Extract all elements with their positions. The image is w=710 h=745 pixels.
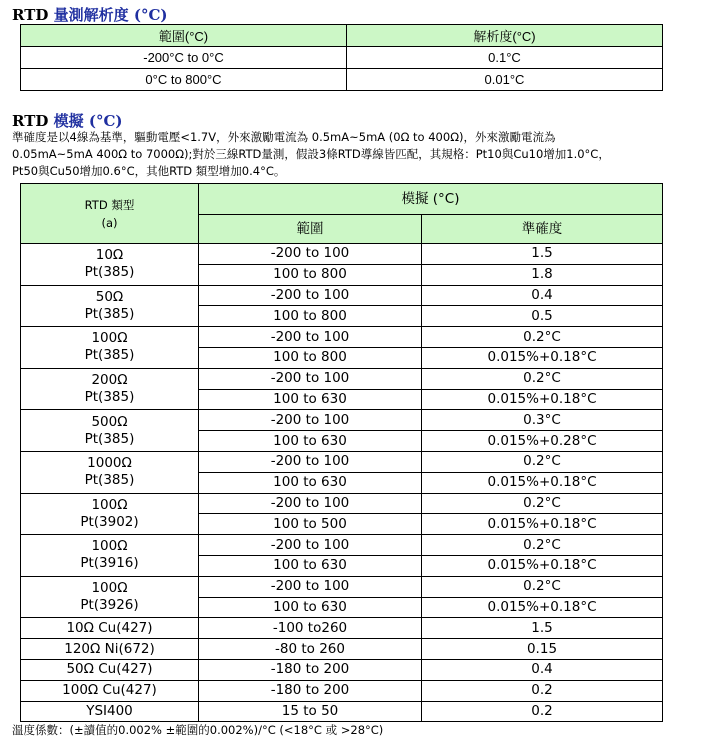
rtd-type-cell [21,244,199,286]
table-row [21,451,663,472]
note-line: Pt50與Cu50增加0.6°C，其他RTD 類型增加0.4°C。 [12,164,286,178]
note-line: 準確度是以4線為基準，驅動電壓<1.7V，外來激勵電流為 0.5mA~5mA (0Ω to 400Ω)，外來激勵電流為 [12,130,556,144]
range-cell: -180 to 200 [199,659,422,680]
rtd-material: Pt(3916) [80,555,139,572]
range-cell: 100 to 630 [199,389,422,410]
accuracy-cell: 0.2°C [422,368,663,389]
range-cell: -200 to 100 [199,410,422,431]
table-row [21,618,663,639]
range-cell: -200 to 100 [199,535,422,556]
accuracy-cell: 0.2 [422,680,663,701]
table-header-row [21,184,663,215]
heading-rtd: RTD [12,6,49,24]
rtd-type-cell [21,535,199,577]
rtd-resistance: 50Ω [95,288,124,305]
table-row [21,680,663,701]
accuracy-cell: 0.015%+0.18°C [422,389,663,410]
range-cell: -200 to 100 [199,327,422,348]
simulation-header: 模擬 (°C) [199,184,663,215]
range-cell: 100 to 500 [199,514,422,535]
rtd-material: Pt(385) [84,347,135,364]
accuracy-cell: 1.8 [422,264,663,285]
range-cell: -200 to 100 [199,493,422,514]
rtd-material: Pt(385) [84,389,135,406]
rtd-resistance: 100Ω [91,330,128,347]
rtd-material: Pt(385) [84,264,135,281]
table-row [21,47,663,69]
accuracy-column-header: 準確度 [422,215,663,244]
rtd-type-cell [21,410,199,452]
accuracy-cell: 0.015%+0.18°C [422,514,663,535]
table-row [21,659,663,680]
heading-title: 模擬 [53,112,84,130]
range-cell: 100 to 800 [199,306,422,327]
range-cell: 100 to 630 [199,597,422,618]
rtd-resistance: 100Ω [91,580,128,597]
rtd-resistance: 500Ω [91,413,128,430]
rtd-resistance: 200Ω [91,372,128,389]
table-row [21,701,663,722]
table-row [21,327,663,348]
resolution-cell: 0.01°C [347,69,663,91]
heading-title: 量測解析度 [53,6,129,24]
rtd-resistance: 10Ω [95,247,124,264]
simulation-heading [12,110,123,131]
table-header-row [21,25,663,47]
range-cell: -200 to 100 [199,244,422,265]
simulation-table [20,183,663,722]
rtd-type-cell [21,285,199,327]
range-column-header: 範圍 [199,215,422,244]
range-cell: 100 to 630 [199,472,422,493]
resolution-cell: 0.1°C [347,47,663,69]
accuracy-cell: 1.5 [422,244,663,265]
range-cell: -80 to 260 [199,639,422,660]
range-cell: 100 to 630 [199,431,422,452]
table-row [21,69,663,91]
accuracy-cell: 0.15 [422,639,663,660]
temperature-coefficient-footnote: 溫度係數：(±讀值的0.002% ±範圍的0.002%)/°C (<18°C 或 >28°C) [12,723,384,737]
rtd-type-cell [21,493,199,535]
accuracy-cell: 0.2°C [422,493,663,514]
accuracy-cell: 0.015%+0.18°C [422,472,663,493]
rtd-type-header-label: RTD 類型 [84,197,135,212]
rtd-material: Pt(385) [84,305,135,322]
range-cell: -100 to260 [199,618,422,639]
range-cell: 100 to 800 [199,264,422,285]
range-cell: 15 to 50 [199,701,422,722]
rtd-material: Pt(385) [84,430,135,447]
rtd-material: Pt(385) [84,472,135,489]
rtd-resistance: 100Ω [91,538,128,555]
range-cell: -200 to 100 [199,285,422,306]
table-row [21,285,663,306]
accuracy-cell: 0.015%+0.18°C [422,555,663,576]
accuracy-cell: 0.4 [422,285,663,306]
rtd-type-cell: 50Ω Cu(427) [21,659,199,680]
range-cell: -200°C to 0°C [21,47,347,69]
resolution-column-header: 解析度(°C) [347,25,663,47]
rtd-type-cell [21,327,199,369]
rtd-material: Pt(3926) [80,597,139,614]
accuracy-cell: 0.015%+0.18°C [422,347,663,368]
accuracy-cell: 0.2°C [422,576,663,597]
rtd-resistance: 100Ω [91,496,128,513]
rtd-type-cell [21,368,199,410]
range-cell: -200 to 100 [199,576,422,597]
accuracy-cell: 1.5 [422,618,663,639]
heading-unit: (°C) [133,6,168,24]
range-cell: -200 to 100 [199,451,422,472]
note-line: 0.05mA~5mA 400Ω to 7000Ω);對於三線RTD量測，假設3條RTD導線皆匹配，其規格：Pt10與Cu10增加1.0°C， [12,147,610,161]
range-cell: 0°C to 800°C [21,69,347,91]
rtd-resistance: 1000Ω [87,455,132,472]
heading-rtd: RTD [12,112,49,130]
range-column-header: 範圍(°C) [21,25,347,47]
range-cell: 100 to 800 [199,347,422,368]
accuracy-cell: 0.2°C [422,327,663,348]
accuracy-cell: 0.2°C [422,535,663,556]
rtd-type-header-note: (a) [101,215,118,230]
table-row [21,535,663,556]
rtd-type-cell: 10Ω Cu(427) [21,618,199,639]
table-row [21,410,663,431]
resolution-heading [12,4,168,25]
table-row [21,493,663,514]
rtd-type-cell: YSI400 [21,701,199,722]
accuracy-cell: 0.3°C [422,410,663,431]
rtd-type-cell [21,576,199,618]
rtd-type-cell: 120Ω Ni(672) [21,639,199,660]
table-row [21,368,663,389]
range-cell: 100 to 630 [199,555,422,576]
accuracy-cell: 0.5 [422,306,663,327]
accuracy-note [12,129,710,180]
range-cell: -180 to 200 [199,680,422,701]
accuracy-cell: 0.015%+0.18°C [422,597,663,618]
rtd-type-header [21,184,199,244]
table-row [21,244,663,265]
range-cell: -200 to 100 [199,368,422,389]
table-row [21,576,663,597]
rtd-type-cell: 100Ω Cu(427) [21,680,199,701]
accuracy-cell: 0.015%+0.28°C [422,431,663,452]
accuracy-cell: 0.4 [422,659,663,680]
resolution-table [20,24,663,91]
accuracy-cell: 0.2°C [422,451,663,472]
accuracy-cell: 0.2 [422,701,663,722]
rtd-type-cell [21,451,199,493]
heading-unit: (°C) [88,112,123,130]
rtd-material: Pt(3902) [80,513,139,530]
table-row [21,639,663,660]
